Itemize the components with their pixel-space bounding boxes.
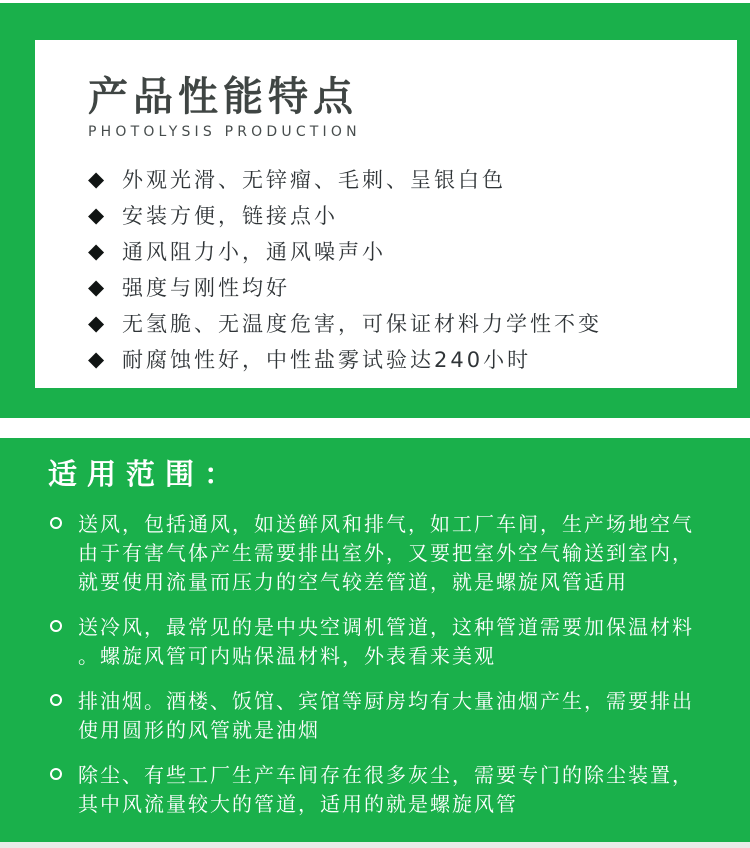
diamond-icon: ◆ [88, 274, 105, 299]
application-item [48, 761, 695, 819]
feature-text: 安装方便，链接点小 [122, 204, 338, 228]
application-item [48, 613, 695, 671]
feature-item [88, 305, 707, 341]
application-text: 送冷风，最常见的是中央空调机管道，这种管道需要加保温材料。螺旋风管可内贴保温材料，外表看来美观 [78, 615, 694, 668]
feature-item [88, 197, 707, 233]
application-section [0, 438, 750, 842]
diamond-icon: ◆ [88, 166, 105, 191]
feature-text: 耐腐蚀性好，中性盐雾试验达240小时 [122, 348, 532, 372]
feature-text: 外观光滑、无锌瘤、毛刺、呈银白色 [122, 168, 506, 192]
product-features-card [35, 40, 737, 388]
feature-text: 通风阻力小，通风噪声小 [122, 240, 386, 264]
page-subtitle: PHOTOLYSIS PRODUCTION [88, 124, 361, 140]
application-text: 排油烟。酒楼、饭馆、宾馆等厨房均有大量油烟产生，需要排出使用圆形的风管就是油烟 [78, 689, 694, 742]
feature-item [88, 233, 707, 269]
circle-outline-icon [50, 620, 62, 632]
application-heading: 适用范围： [48, 457, 244, 491]
feature-item [88, 269, 707, 305]
page-title: 产品性能特点 [88, 74, 358, 120]
application-item [48, 687, 695, 745]
section-divider [0, 418, 750, 438]
feature-text: 无氢脆、无温度危害，可保证材料力学性不变 [122, 312, 602, 336]
diamond-icon: ◆ [88, 346, 105, 371]
circle-outline-icon [50, 517, 62, 529]
diamond-icon: ◆ [88, 202, 105, 227]
application-list [48, 510, 695, 819]
feature-item [88, 161, 707, 197]
application-text: 送风，包括通风，如送鲜风和排气，如工厂车间，生产场地空气由于有害气体产生需要排出室外，又要把室外空气输送到室内，就要使用流量而压力的空气较差管道，就是螺旋风管适用 [78, 512, 694, 594]
circle-outline-icon [50, 694, 62, 706]
feature-item [88, 341, 707, 377]
feature-list [88, 161, 707, 377]
feature-text: 强度与刚性均好 [122, 276, 290, 300]
circle-outline-icon [50, 768, 62, 780]
diamond-icon: ◆ [88, 310, 105, 335]
top-green-banner [0, 3, 750, 418]
application-item [48, 510, 695, 597]
bottom-margin-strip [0, 842, 750, 848]
application-text: 除尘、有些工厂生产车间存在很多灰尘，需要专门的除尘装置，其中风流量较大的管道，适用的就是螺旋风管 [78, 763, 694, 816]
diamond-icon: ◆ [88, 238, 105, 263]
